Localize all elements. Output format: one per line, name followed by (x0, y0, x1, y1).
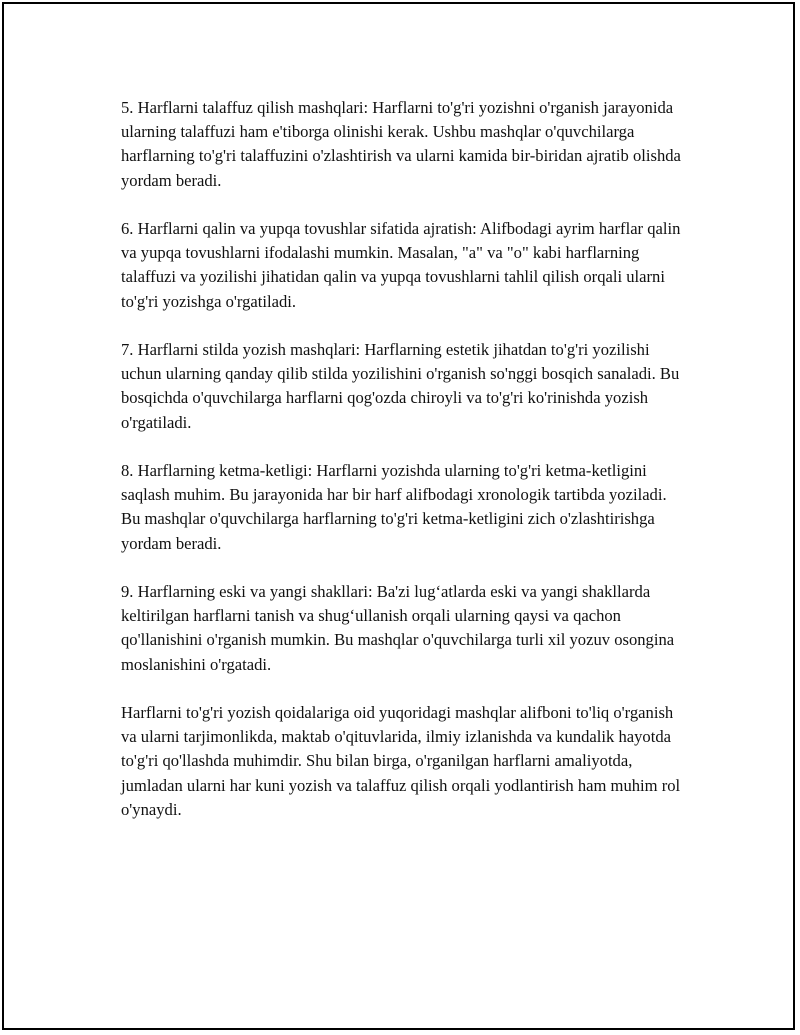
paragraph-6-thick-thin-sounds: 6. Harflarni qalin va yupqa tovushlar sifatida ajratish: Alifbodagi ayrim harflar qalin va yupqa tovushlarni ifodalashi mumkin. Masalan, "a" va "o" kabi harflarning talaffuzi va yozilishi jihatidan qalin va yupqa tovushlarni tahlil qilish orqali ularni to'g'ri yozishga o'rgatiladi. (121, 219, 681, 311)
paragraph-7-style-writing: 7. Harflarni stilda yozish mashqlari: Harflarning estetik jihatdan to'g'ri yozilishi uchun ularning qanday qilib stilda yozilishini o'rganish so'nggi bosqich sanaladi. Bu bosqichda o'quvchilarga harflarni qog'ozda chiroyli va to'g'ri ko'rinishda yozish o'rgatiladi. (121, 340, 680, 432)
document-body (121, 96, 689, 846)
paragraph-conclusion: Harflarni to'g'ri yozish qoidalariga oid yuqoridagi mashqlar alifboni to'liq o'rganish va ularni tarjimonlikda, maktab o'qituvlarida, ilmiy izlanishda va kundalik hayotda to'g'ri qo'llashda muhimdir. Shu bilan birga, o'rganilgan harflarni amaliyotda, jumladan ularni har kuni yozish va talaffuz qilish orqali yodlantirish ham muhim rol o'ynaydi. (121, 703, 681, 819)
paragraph-5-pronunciation-exercises: 5. Harflarni talaffuz qilish mashqlari: Harflarni to'g'ri yozishni o'rganish jarayonida ularning talaffuzi ham e'tiborga olinishi kerak. Ushbu mashqlar o'quvchilarga harflarning to'g'ri talaffuzini o'zlashtirish va ularni kamida bir-biridan ajratib olishda yordam beradi. (121, 98, 681, 190)
paragraph-9-old-new-forms: 9. Harflarning eski va yangi shakllari: Ba'zi lug‘atlarda eski va yangi shakllarda keltirilgan harflarni tanish va shug‘ullanish orqali ularning qaysi va qachon qo'llanishini o'rganish mumkin. Bu mashqlar o'quvchilarga turli xil yozuv osongina moslanishini o'rgatadi. (121, 582, 675, 674)
paragraph-8-letter-sequence: 8. Harflarning ketma-ketligi: Harflarni yozishda ularning to'g'ri ketma-ketligini saqlash muhim. Bu jarayonida har bir harf alifbodagi xronologik tartibda yoziladi. Bu mashqlar o'quvchilarga harflarning to'g'ri ketma-ketligini zich o'zlashtirishga yordam beradi. (121, 461, 667, 553)
page-frame (2, 2, 795, 1030)
